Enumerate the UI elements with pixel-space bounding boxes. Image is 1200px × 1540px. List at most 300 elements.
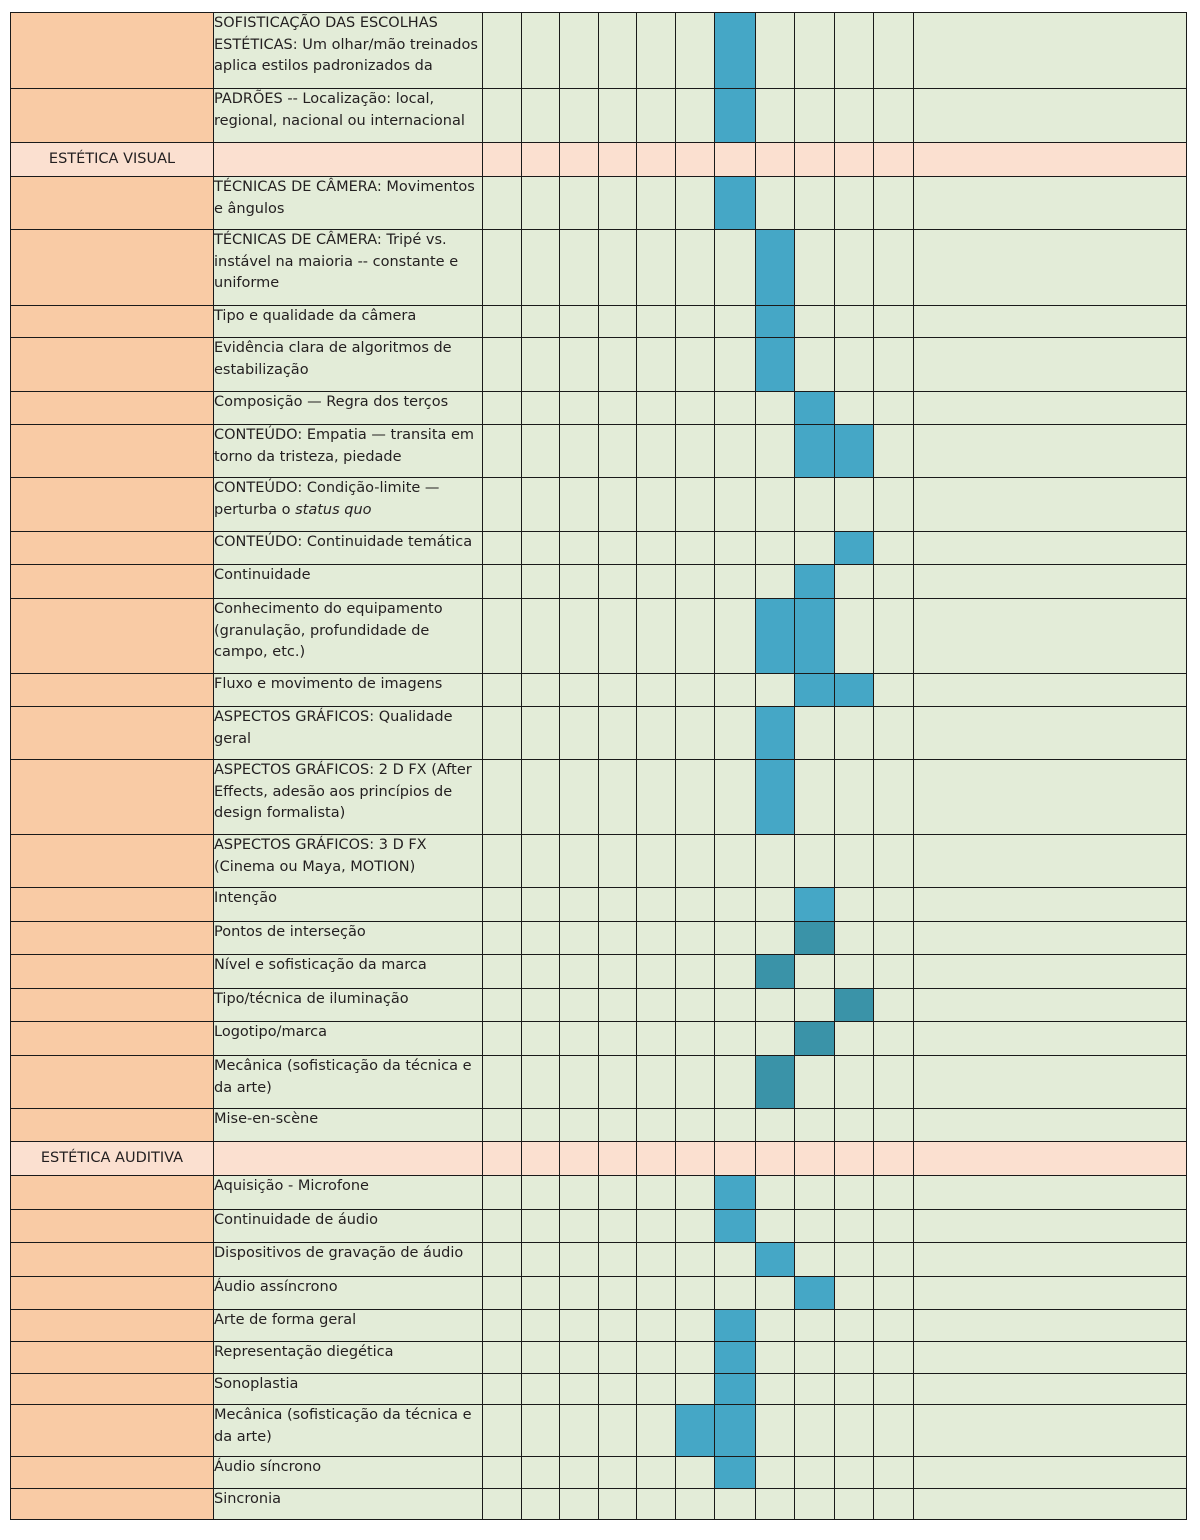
rating-cell: [715, 478, 756, 532]
rating-cell: [483, 89, 522, 143]
rating-cell: [637, 1243, 676, 1277]
rating-cell: [874, 1022, 914, 1056]
rating-cell: [560, 835, 599, 888]
rating-cell: [715, 338, 756, 392]
rating-cell: [522, 478, 560, 532]
rating-cell: [560, 89, 599, 143]
rating-cell: [715, 230, 756, 306]
rating-cell: [795, 707, 835, 760]
rating-cell: [874, 955, 914, 989]
criterion-text: ASPECTOS GRÁFICOS: Qualidade geral: [214, 709, 453, 747]
criterion-label: [214, 1022, 483, 1056]
rating-cell: [795, 177, 835, 230]
rating-cell: [560, 989, 599, 1022]
rating-cell: [637, 1342, 676, 1374]
rating-cell: [676, 599, 715, 674]
notes-cell: [914, 13, 1187, 89]
criterion-text: Pontos de interseção: [214, 924, 366, 940]
rating-cell: [874, 230, 914, 306]
rating-cell: [483, 674, 522, 707]
rating-cell: [599, 1457, 637, 1489]
rating-cell: [715, 532, 756, 565]
criterion-text: Evidência clara de algoritmos de estabilização: [214, 340, 452, 378]
rating-cell: [637, 1109, 676, 1142]
rating-cell: [599, 989, 637, 1022]
rating-cell: [835, 1374, 874, 1405]
section-grid-cell: [676, 143, 715, 177]
rating-cell: [795, 1310, 835, 1342]
rating-cell: [676, 922, 715, 955]
rating-cell-marked: [715, 1457, 756, 1489]
criterion-label: [214, 177, 483, 230]
notes-cell: [914, 230, 1187, 306]
rating-cell: [874, 888, 914, 922]
category-cell: [11, 1489, 214, 1520]
rating-cell: [483, 1342, 522, 1374]
rating-cell: [560, 922, 599, 955]
rating-cell: [599, 1489, 637, 1520]
rating-cell: [835, 1342, 874, 1374]
rating-cell: [835, 1243, 874, 1277]
rating-cell: [795, 989, 835, 1022]
rating-cell-marked: [715, 1374, 756, 1405]
rating-cell: [522, 338, 560, 392]
rating-cell: [483, 478, 522, 532]
section-notes-cell: [914, 1142, 1187, 1176]
rating-cell: [756, 1022, 795, 1056]
rating-cell: [599, 1022, 637, 1056]
section-grid-cell: [522, 143, 560, 177]
rating-cell: [599, 1342, 637, 1374]
criterion-text: CONTEÚDO: Empatia — transita em torno da tristeza, piedade: [214, 427, 475, 465]
section-grid-cell: [560, 143, 599, 177]
rating-cell: [522, 1056, 560, 1109]
criterion-row: [11, 674, 1187, 707]
rating-cell: [522, 1310, 560, 1342]
rating-cell: [560, 1056, 599, 1109]
rating-cell: [795, 955, 835, 989]
notes-cell: [914, 338, 1187, 392]
rating-cell: [715, 1243, 756, 1277]
rating-cell: [637, 177, 676, 230]
rating-cell: [756, 922, 795, 955]
criterion-row: [11, 1210, 1187, 1243]
criterion-text: Representação diegética: [214, 1344, 394, 1360]
rating-cell: [874, 1243, 914, 1277]
rating-cell: [756, 565, 795, 599]
rating-cell: [756, 1210, 795, 1243]
criterion-row: [11, 565, 1187, 599]
criterion-row: [11, 760, 1187, 835]
notes-cell: [914, 707, 1187, 760]
rating-cell: [715, 922, 756, 955]
rating-cell: [560, 888, 599, 922]
rating-cell: [560, 532, 599, 565]
rating-cell: [874, 338, 914, 392]
rating-cell: [599, 835, 637, 888]
criterion-row: [11, 1310, 1187, 1342]
criterion-text: TÉCNICAS DE CÂMERA: Tripé vs. instável na maioria -- constante e uniforme: [214, 232, 459, 291]
rating-cell: [599, 707, 637, 760]
category-cell: [11, 565, 214, 599]
rating-cell: [599, 1405, 637, 1457]
criterion-label: [214, 478, 483, 532]
rating-cell: [795, 230, 835, 306]
rating-cell: [637, 1176, 676, 1210]
rating-cell: [599, 760, 637, 835]
criterion-row: [11, 392, 1187, 425]
rating-cell: [676, 1022, 715, 1056]
rating-cell: [756, 13, 795, 89]
rating-cell: [795, 1176, 835, 1210]
rating-cell: [599, 177, 637, 230]
rating-cell: [835, 955, 874, 989]
rating-cell: [637, 1489, 676, 1520]
rating-cell-marked: [795, 425, 835, 478]
rating-cell: [715, 1109, 756, 1142]
rating-cell: [676, 835, 715, 888]
rating-cell: [599, 1109, 637, 1142]
rating-cell: [522, 674, 560, 707]
rating-cell: [756, 89, 795, 143]
criterion-row: [11, 1342, 1187, 1374]
criterion-label: [214, 674, 483, 707]
criterion-row: [11, 89, 1187, 143]
rating-cell: [637, 306, 676, 338]
rating-cell: [637, 338, 676, 392]
criterion-label: [214, 425, 483, 478]
rating-cell: [483, 922, 522, 955]
criterion-row: [11, 532, 1187, 565]
rating-cell: [715, 989, 756, 1022]
criterion-text: Arte de forma geral: [214, 1312, 357, 1328]
rating-cell: [756, 888, 795, 922]
category-cell: [11, 1056, 214, 1109]
rating-cell: [599, 1210, 637, 1243]
rating-cell: [483, 888, 522, 922]
rating-cell: [676, 1210, 715, 1243]
evaluation-grid: [10, 12, 1186, 1520]
criterion-label: [214, 835, 483, 888]
category-cell: [11, 989, 214, 1022]
notes-cell: [914, 955, 1187, 989]
rating-cell: [637, 1022, 676, 1056]
rating-cell: [599, 230, 637, 306]
rating-cell: [715, 392, 756, 425]
rating-cell: [795, 338, 835, 392]
notes-cell: [914, 392, 1187, 425]
rating-cell: [676, 1489, 715, 1520]
notes-cell: [914, 1022, 1187, 1056]
rating-cell: [599, 565, 637, 599]
notes-cell: [914, 1457, 1187, 1489]
rating-cell: [522, 1243, 560, 1277]
rating-cell: [795, 835, 835, 888]
criterion-label: [214, 1405, 483, 1457]
category-cell: [11, 177, 214, 230]
rating-cell: [676, 177, 715, 230]
section-grid-cell: [795, 143, 835, 177]
rating-cell: [637, 599, 676, 674]
rating-cell-marked: [715, 89, 756, 143]
rating-cell: [874, 674, 914, 707]
rating-cell: [522, 177, 560, 230]
rating-cell: [522, 1176, 560, 1210]
rating-cell-marked: [795, 1022, 835, 1056]
rating-cell: [599, 89, 637, 143]
notes-cell: [914, 835, 1187, 888]
rating-cell: [599, 425, 637, 478]
rating-cell: [715, 674, 756, 707]
rating-cell-marked: [795, 565, 835, 599]
rating-cell: [795, 532, 835, 565]
rating-cell: [637, 392, 676, 425]
criterion-text: TÉCNICAS DE CÂMERA: Movimentos e ângulos: [214, 179, 475, 217]
rating-cell: [715, 1022, 756, 1056]
category-cell: [11, 1342, 214, 1374]
criterion-label: [214, 955, 483, 989]
rating-cell: [715, 306, 756, 338]
rating-cell: [756, 1374, 795, 1405]
criterion-row: [11, 955, 1187, 989]
section-grid-cell: [483, 1142, 522, 1176]
rating-cell: [599, 1243, 637, 1277]
rating-cell: [522, 1489, 560, 1520]
rating-cell: [522, 707, 560, 760]
rating-cell: [676, 1310, 715, 1342]
rating-cell: [560, 1342, 599, 1374]
rating-cell: [522, 760, 560, 835]
rating-cell: [874, 1342, 914, 1374]
category-cell: [11, 707, 214, 760]
rating-cell: [874, 1056, 914, 1109]
rating-cell: [835, 89, 874, 143]
rating-cell: [483, 760, 522, 835]
rating-cell: [599, 306, 637, 338]
section-grid-cell: [599, 1142, 637, 1176]
rating-cell: [560, 1176, 599, 1210]
category-cell: [11, 888, 214, 922]
rating-cell: [637, 674, 676, 707]
criterion-label: [214, 230, 483, 306]
rating-cell: [874, 1176, 914, 1210]
rating-cell: [874, 760, 914, 835]
rating-cell: [835, 306, 874, 338]
rating-cell: [874, 89, 914, 143]
criterion-text: Fluxo e movimento de imagens: [214, 676, 443, 692]
notes-cell: [914, 989, 1187, 1022]
rating-cell: [522, 1210, 560, 1243]
criterion-row: [11, 13, 1187, 89]
criterion-text: Mise-en-scène: [214, 1111, 319, 1127]
criterion-row: [11, 1457, 1187, 1489]
rating-cell: [835, 177, 874, 230]
criterion-text: SOFISTICAÇÃO DAS ESCOLHAS ESTÉTICAS: Um olhar/mão treinados aplica estilos padronizados da: [214, 15, 478, 74]
criterion-text: Logotipo/marca: [214, 1024, 327, 1040]
notes-cell: [914, 674, 1187, 707]
rating-cell: [756, 478, 795, 532]
rating-cell: [483, 989, 522, 1022]
rating-cell: [637, 835, 676, 888]
criterion-row: [11, 425, 1187, 478]
rating-cell: [637, 478, 676, 532]
rating-cell: [599, 338, 637, 392]
rating-cell: [637, 1405, 676, 1457]
rating-cell: [676, 392, 715, 425]
rating-cell: [522, 1342, 560, 1374]
rating-cell: [560, 1243, 599, 1277]
criterion-text-italic: status quo: [295, 501, 372, 518]
category-cell: [11, 1405, 214, 1457]
criterion-label: [214, 338, 483, 392]
section-grid-cell: [676, 1142, 715, 1176]
rating-cell: [483, 955, 522, 989]
rating-cell: [560, 230, 599, 306]
rating-cell: [676, 989, 715, 1022]
rating-cell: [522, 306, 560, 338]
criterion-label: [214, 306, 483, 338]
rating-cell-marked: [756, 707, 795, 760]
rating-cell: [560, 1374, 599, 1405]
rating-cell: [560, 760, 599, 835]
section-grid-cell: [756, 1142, 795, 1176]
criterion-text: PADRÕES -- Localização: local, regional, nacional ou internacional: [214, 91, 465, 129]
notes-cell: [914, 1489, 1187, 1520]
notes-cell: [914, 1374, 1187, 1405]
rating-cell-marked: [756, 306, 795, 338]
criterion-label: [214, 989, 483, 1022]
rating-cell: [756, 1277, 795, 1310]
rating-cell: [795, 1210, 835, 1243]
rating-cell-marked: [795, 922, 835, 955]
criterion-label: [214, 922, 483, 955]
criterion-row: [11, 1405, 1187, 1457]
rating-cell: [756, 674, 795, 707]
rating-cell: [676, 532, 715, 565]
criterion-text: Aquisição - Microfone: [214, 1178, 369, 1194]
rating-cell: [522, 230, 560, 306]
section-grid-cell: [756, 143, 795, 177]
notes-cell: [914, 1310, 1187, 1342]
criterion-text: Continuidade de áudio: [214, 1212, 379, 1228]
criterion-text: CONTEÚDO: Continuidade temática: [214, 534, 473, 550]
rating-cell: [637, 922, 676, 955]
rating-cell-marked: [756, 599, 795, 674]
section-grid-cell: [835, 1142, 874, 1176]
rating-cell: [560, 392, 599, 425]
rating-cell: [676, 13, 715, 89]
rating-cell: [835, 1210, 874, 1243]
rating-cell: [560, 599, 599, 674]
rating-cell: [599, 888, 637, 922]
rating-cell: [483, 425, 522, 478]
rating-cell: [874, 1210, 914, 1243]
criterion-text: ASPECTOS GRÁFICOS: 3 D FX (Cinema ou Maya, MOTION): [214, 837, 427, 875]
rating-cell: [874, 13, 914, 89]
rating-cell-marked: [715, 177, 756, 230]
rating-cell: [637, 760, 676, 835]
rating-cell: [522, 1405, 560, 1457]
category-cell: [11, 392, 214, 425]
criterion-row: [11, 1022, 1187, 1056]
category-cell: [11, 835, 214, 888]
criterion-text: Continuidade: [214, 567, 311, 583]
notes-cell: [914, 1243, 1187, 1277]
rating-cell: [522, 955, 560, 989]
section-grid-cell: [874, 1142, 914, 1176]
rating-cell: [560, 425, 599, 478]
rating-cell: [715, 955, 756, 989]
rating-cell: [795, 1056, 835, 1109]
rating-cell: [756, 835, 795, 888]
rating-cell: [637, 13, 676, 89]
section-row: [11, 143, 1187, 177]
rating-cell: [835, 599, 874, 674]
rating-cell: [756, 1310, 795, 1342]
category-cell: [11, 1210, 214, 1243]
rating-cell: [676, 1109, 715, 1142]
category-cell: [11, 306, 214, 338]
section-grid-cell: [560, 1142, 599, 1176]
rating-cell: [795, 89, 835, 143]
section-grid-cell: [522, 1142, 560, 1176]
section-grid-cell: [637, 1142, 676, 1176]
rating-cell: [637, 888, 676, 922]
criterion-text: Mecânica (sofisticação da técnica e da arte): [214, 1058, 472, 1096]
section-row: [11, 1142, 1187, 1176]
rating-cell: [874, 532, 914, 565]
section-label: ESTÉTICA AUDITIVA: [11, 1142, 214, 1176]
rating-cell: [483, 1109, 522, 1142]
rating-cell: [715, 599, 756, 674]
notes-cell: [914, 1277, 1187, 1310]
rating-cell: [483, 1176, 522, 1210]
rating-cell: [756, 1176, 795, 1210]
rating-cell: [795, 1342, 835, 1374]
section-label: ESTÉTICA VISUAL: [11, 143, 214, 177]
rating-cell: [637, 1277, 676, 1310]
rating-cell: [637, 1310, 676, 1342]
category-cell: [11, 532, 214, 565]
rating-cell: [715, 707, 756, 760]
section-grid-cell: [715, 1142, 756, 1176]
criterion-text: Nível e sofisticação da marca: [214, 957, 427, 973]
rating-cell: [483, 565, 522, 599]
rating-cell: [522, 888, 560, 922]
rating-cell: [560, 1210, 599, 1243]
category-cell: [11, 1457, 214, 1489]
category-cell: [11, 1374, 214, 1405]
rating-cell: [560, 1310, 599, 1342]
rating-cell: [560, 1405, 599, 1457]
rating-cell: [599, 1176, 637, 1210]
criterion-text: Dispositivos de gravação de áudio: [214, 1245, 464, 1261]
notes-cell: [914, 1210, 1187, 1243]
notes-cell: [914, 1342, 1187, 1374]
criterion-row: [11, 306, 1187, 338]
rating-cell: [835, 565, 874, 599]
rating-cell: [522, 922, 560, 955]
rating-cell: [637, 230, 676, 306]
rating-cell: [599, 1310, 637, 1342]
rating-cell-marked: [756, 760, 795, 835]
criterion-label: [214, 1056, 483, 1109]
notes-cell: [914, 425, 1187, 478]
rating-cell: [756, 425, 795, 478]
rating-cell: [835, 230, 874, 306]
criterion-row: [11, 1489, 1187, 1520]
criterion-label: [214, 1210, 483, 1243]
